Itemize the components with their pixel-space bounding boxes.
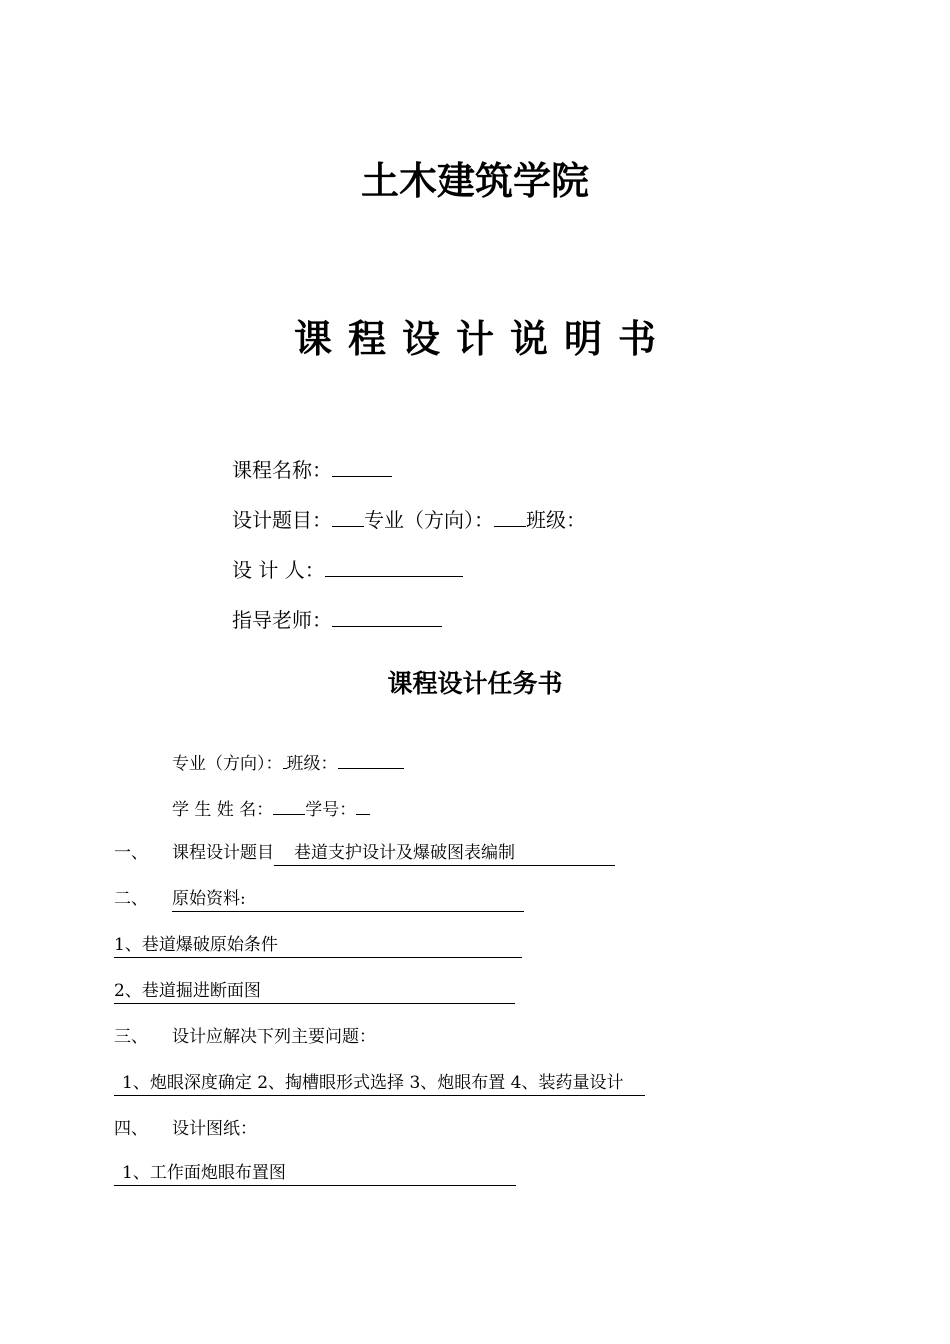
task-class-label: 班级： [286,754,338,774]
course-name-line [232,458,392,482]
section-4-item-1: 1、工作面炮眼布置图 [114,1162,516,1186]
designer-line [232,558,463,582]
section-3-label: 设计应解决下列主要问题： [172,1027,376,1047]
id-label: 学号： [305,800,357,820]
section-2 [172,888,524,912]
student-blank [273,796,305,815]
section-3-value: 1、炮眼深度确定 2、掏槽眼形式选择 3、炮眼布置 4、装药量设计 [114,1072,645,1096]
task-title: 课程设计任务书 [387,669,563,698]
topic-label: 设计题目： [232,508,332,532]
section-2-item-2: 2、巷道掘进断面图 [114,980,515,1004]
section-2-num: 二、 [114,889,148,909]
section-1-value: 巷道支护设计及爆破图表编制 [274,842,615,866]
major-blank [494,508,526,527]
task-major-line [172,750,404,775]
class-label: 班级： [526,508,586,532]
course-name-blank [332,458,392,477]
id-blank [356,796,370,815]
school-title: 土木建筑学院 [360,159,589,203]
section-2-label: 原始资料: [172,888,524,912]
task-major-label: 专业（方向）： [172,754,283,774]
course-name-label: 课程名称： [232,458,332,482]
section-1-label: 课程设计题目 [172,843,274,863]
advisor-label: 指导老师： [232,608,332,632]
section-4-num: 四、 [114,1119,148,1139]
designer-blank [325,558,463,577]
designer-label: 设 计 人： [232,558,325,582]
section-2-item-1: 1、巷道爆破原始条件 [114,934,522,958]
section-4-label: 设计图纸： [172,1119,257,1139]
major-label: 专业（方向）： [364,508,494,532]
advisor-line [232,608,442,632]
student-label: 学 生 姓 名： [172,800,274,820]
advisor-blank [332,608,442,627]
topic-line [232,508,586,532]
section-1 [172,842,615,866]
document-title: 课程设计说明书 [293,317,672,361]
task-class-blank [338,750,404,769]
topic-blank [332,508,364,527]
section-3-num: 三、 [114,1027,148,1047]
section-1-num: 一、 [114,843,148,863]
student-line [172,796,370,821]
